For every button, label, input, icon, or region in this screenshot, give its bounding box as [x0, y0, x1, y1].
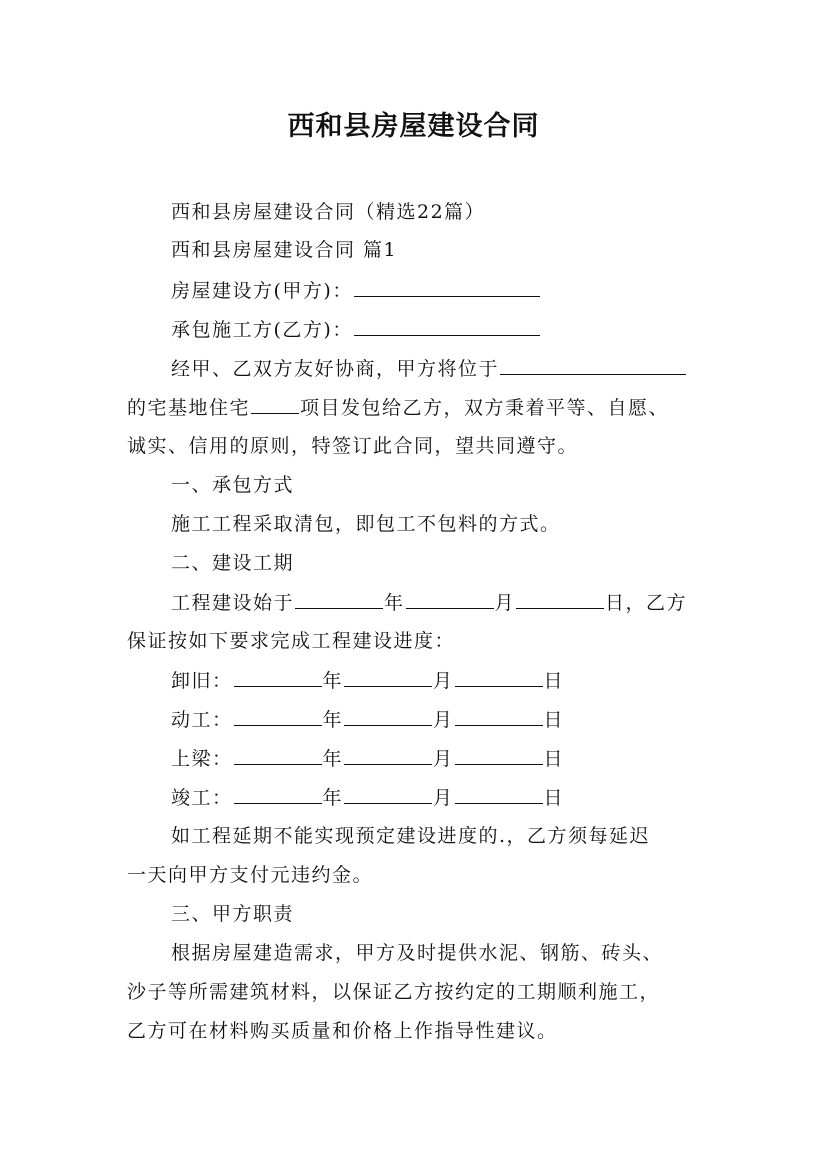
blank-field — [234, 668, 322, 687]
blank-field — [455, 746, 543, 765]
text: 如工程延期不能实现预定建设进度的.，乙方须每延迟 — [171, 825, 651, 847]
paragraph-line — [171, 356, 771, 381]
year-label: 年 — [322, 748, 344, 770]
text: 的宅基地住宅 — [127, 397, 251, 419]
paragraph-line — [171, 512, 771, 536]
paragraph-line — [127, 863, 727, 887]
text: 西和县房屋建设合同 篇1 — [171, 239, 398, 261]
blank-field — [344, 746, 432, 765]
label: 卸旧： — [171, 670, 233, 692]
text: 一、承包方式 — [171, 474, 295, 496]
text: 施工工程采取清包，即包工不包料的方式。 — [171, 513, 561, 535]
section-heading — [171, 473, 771, 497]
paragraph-line — [171, 824, 771, 848]
text: 项目发包给乙方，双方秉着平等、自愿、 — [300, 397, 670, 419]
blank-field — [500, 356, 686, 375]
label: 竣工： — [171, 787, 233, 809]
paragraph-line — [171, 941, 771, 965]
schedule-row — [171, 707, 771, 732]
section-heading — [171, 551, 771, 575]
paragraph-line — [127, 395, 727, 420]
text: 日，乙方 — [605, 592, 688, 614]
blank-field — [234, 746, 322, 765]
subtitle-line — [171, 200, 771, 224]
text: 一天向甲方支付元违约金。 — [127, 864, 374, 886]
blank-field — [234, 707, 322, 726]
text: 二、建设工期 — [171, 552, 295, 574]
blank-field — [234, 785, 322, 804]
party-b-line — [171, 317, 771, 342]
blank-field — [406, 590, 494, 609]
day-label: 日 — [543, 787, 565, 809]
section-heading — [171, 238, 771, 262]
text: 诚实、信用的原则，特签订此合同，望共同遵守。 — [127, 435, 579, 457]
schedule-row — [171, 746, 771, 771]
day-label: 日 — [543, 709, 565, 731]
blank-field — [354, 317, 540, 336]
text: 根据房屋建造需求，甲方及时提供水泥、钢筋、砖头、 — [171, 942, 664, 964]
party-a-line — [171, 278, 771, 303]
blank-field — [344, 707, 432, 726]
blank-field — [344, 785, 432, 804]
month-label: 月 — [433, 787, 454, 809]
paragraph-line — [127, 1019, 727, 1043]
blank-field — [295, 590, 383, 609]
document-title: 西和县房屋建设合同 — [287, 111, 540, 142]
text: 保证按如下要求完成工程建设进度： — [127, 630, 456, 652]
text: 西和县房屋建设合同（精选22篇） — [171, 201, 486, 223]
blank-field — [455, 785, 543, 804]
blank-field — [354, 278, 540, 297]
blank-field — [344, 668, 432, 687]
date-line — [171, 590, 771, 615]
section-heading — [171, 902, 771, 926]
schedule-row — [171, 668, 771, 693]
blank-field — [516, 590, 604, 609]
month-label: 月 — [433, 748, 454, 770]
text: 经甲、乙双方友好协商，甲方将位于 — [171, 358, 500, 380]
blank-field — [455, 707, 543, 726]
month-label: 月 — [494, 592, 516, 614]
text: 工程建设始于 — [171, 592, 295, 614]
day-label: 日 — [543, 670, 565, 692]
paragraph-line — [127, 629, 727, 653]
label: 承包施工方(乙方)： — [171, 319, 353, 341]
year-label: 年 — [384, 592, 405, 614]
paragraph-line — [127, 434, 727, 458]
label: 房屋建设方(甲方)： — [171, 280, 353, 302]
schedule-row — [171, 785, 771, 810]
year-label: 年 — [322, 670, 344, 692]
label: 上梁： — [171, 748, 233, 770]
day-label: 日 — [543, 748, 565, 770]
paragraph-line — [127, 980, 727, 1004]
year-label: 年 — [322, 787, 344, 809]
blank-field — [455, 668, 543, 687]
month-label: 月 — [433, 709, 454, 731]
text: 乙方可在材料购买质量和价格上作指导性建议。 — [127, 1020, 558, 1042]
label: 动工： — [171, 709, 233, 731]
year-label: 年 — [322, 709, 344, 731]
text: 三、甲方职责 — [171, 903, 295, 925]
blank-field — [251, 395, 299, 414]
month-label: 月 — [433, 670, 454, 692]
text: 沙子等所需建筑材料，以保证乙方按约定的工期顺利施工， — [127, 981, 661, 1003]
